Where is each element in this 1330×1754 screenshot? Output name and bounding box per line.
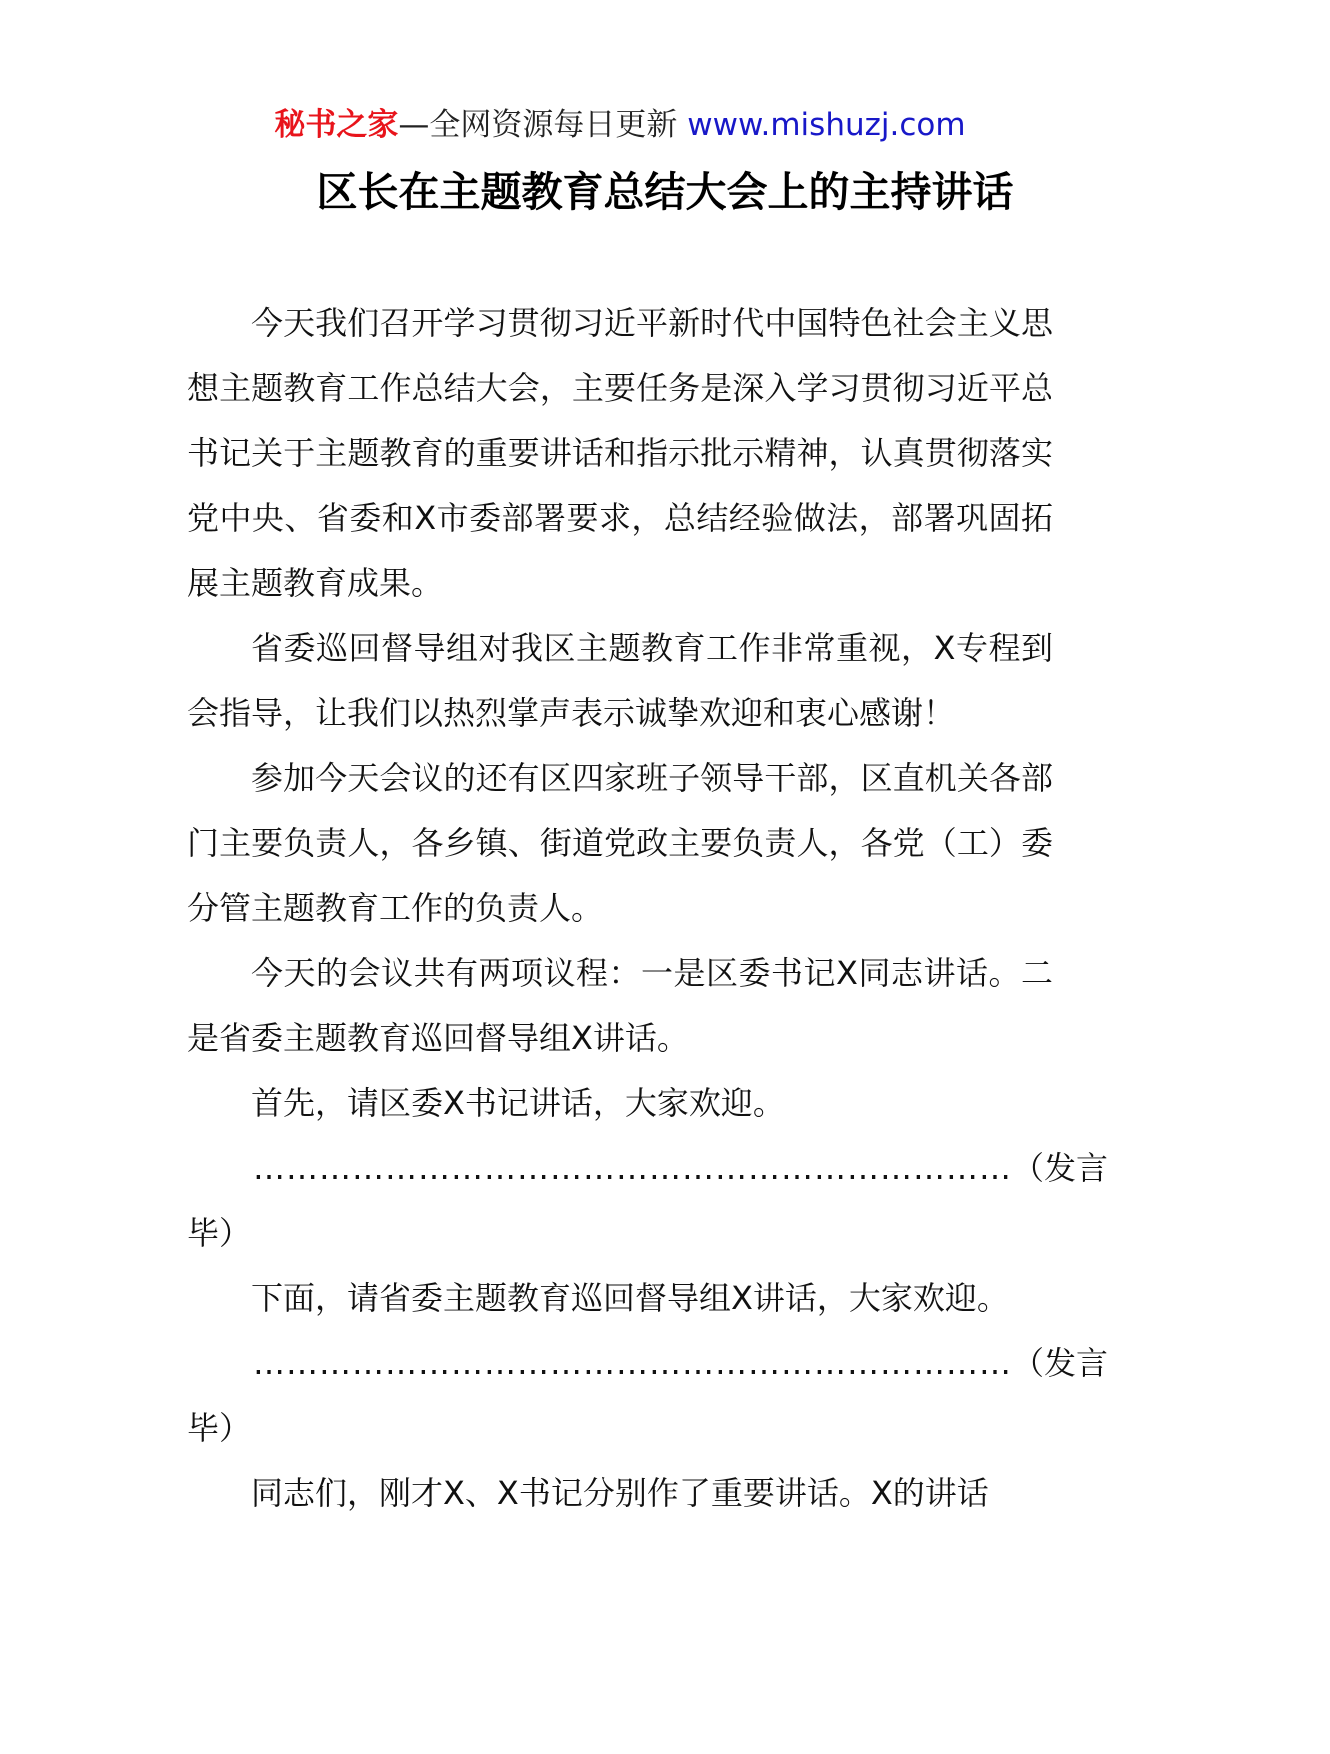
paragraph-opening: 今天我们召开学习贯彻习近平新时代中国特色社会主义思想主题教育工作总结大会，主要任务是深入学习贯彻习近平总书记关于主题教育的重要讲话和指示批示精神，认真贯彻落实党中央、省委和X市委部署要求，总结经验做法，部署巩固拓展主题教育成果。 [187,304,1053,602]
paragraph-agenda: 今天的会议共有两项议程：一是区委书记X同志讲话。二是省委主题教育巡回督导组X讲话。 [187,954,1053,1057]
speech-break-line [253,1331,1109,1396]
paragraph-second-speaker: 下面，请省委主题教育巡回督导组X讲话，大家欢迎。 [251,1279,1009,1317]
site-name: 秘书之家 [274,107,399,143]
paragraph-closing: 同志们，刚才X、X书记分别作了重要讲话。X的讲话 [251,1474,989,1512]
ellipsis-dots: …………………………………………………………… [253,1149,1012,1187]
site-url-link[interactable]: www.mishuzj.com [687,107,966,143]
paragraph-attendees: 参加今天会议的还有区四家班子领导干部，区直机关各部门主要负责人，各乡镇、街道党政主要负责人，各党（工）委分管主题教育工作的负责人。 [187,759,1053,927]
paragraph-welcome-guests: 省委巡回督导组对我区主题教育工作非常重视，X专程到会指导，让我们以热烈掌声表示诚挚欢迎和衷心感谢！ [187,629,1053,732]
speech-break-paren: （ [1012,1149,1045,1187]
speech-break-char: 言 [1076,1149,1109,1187]
site-header [0,100,1240,150]
speech-break-end: 毕） [187,1409,252,1447]
paragraph-first-speaker: 首先，请区委X书记讲话，大家欢迎。 [251,1084,785,1122]
document-body [187,291,1109,1526]
speech-break-char: 发 [1044,1344,1077,1382]
document-title: 区长在主题教育总结大会上的主持讲话 [316,168,1014,216]
site-tagline: —全网资源每日更新 [398,107,678,143]
speech-break-paren: （ [1012,1344,1045,1382]
speech-break-end: 毕） [187,1214,252,1252]
speech-break-line [253,1136,1109,1201]
speech-break-char: 言 [1076,1344,1109,1382]
ellipsis-dots: …………………………………………………………… [253,1344,1012,1382]
speech-break-char: 发 [1044,1149,1077,1187]
